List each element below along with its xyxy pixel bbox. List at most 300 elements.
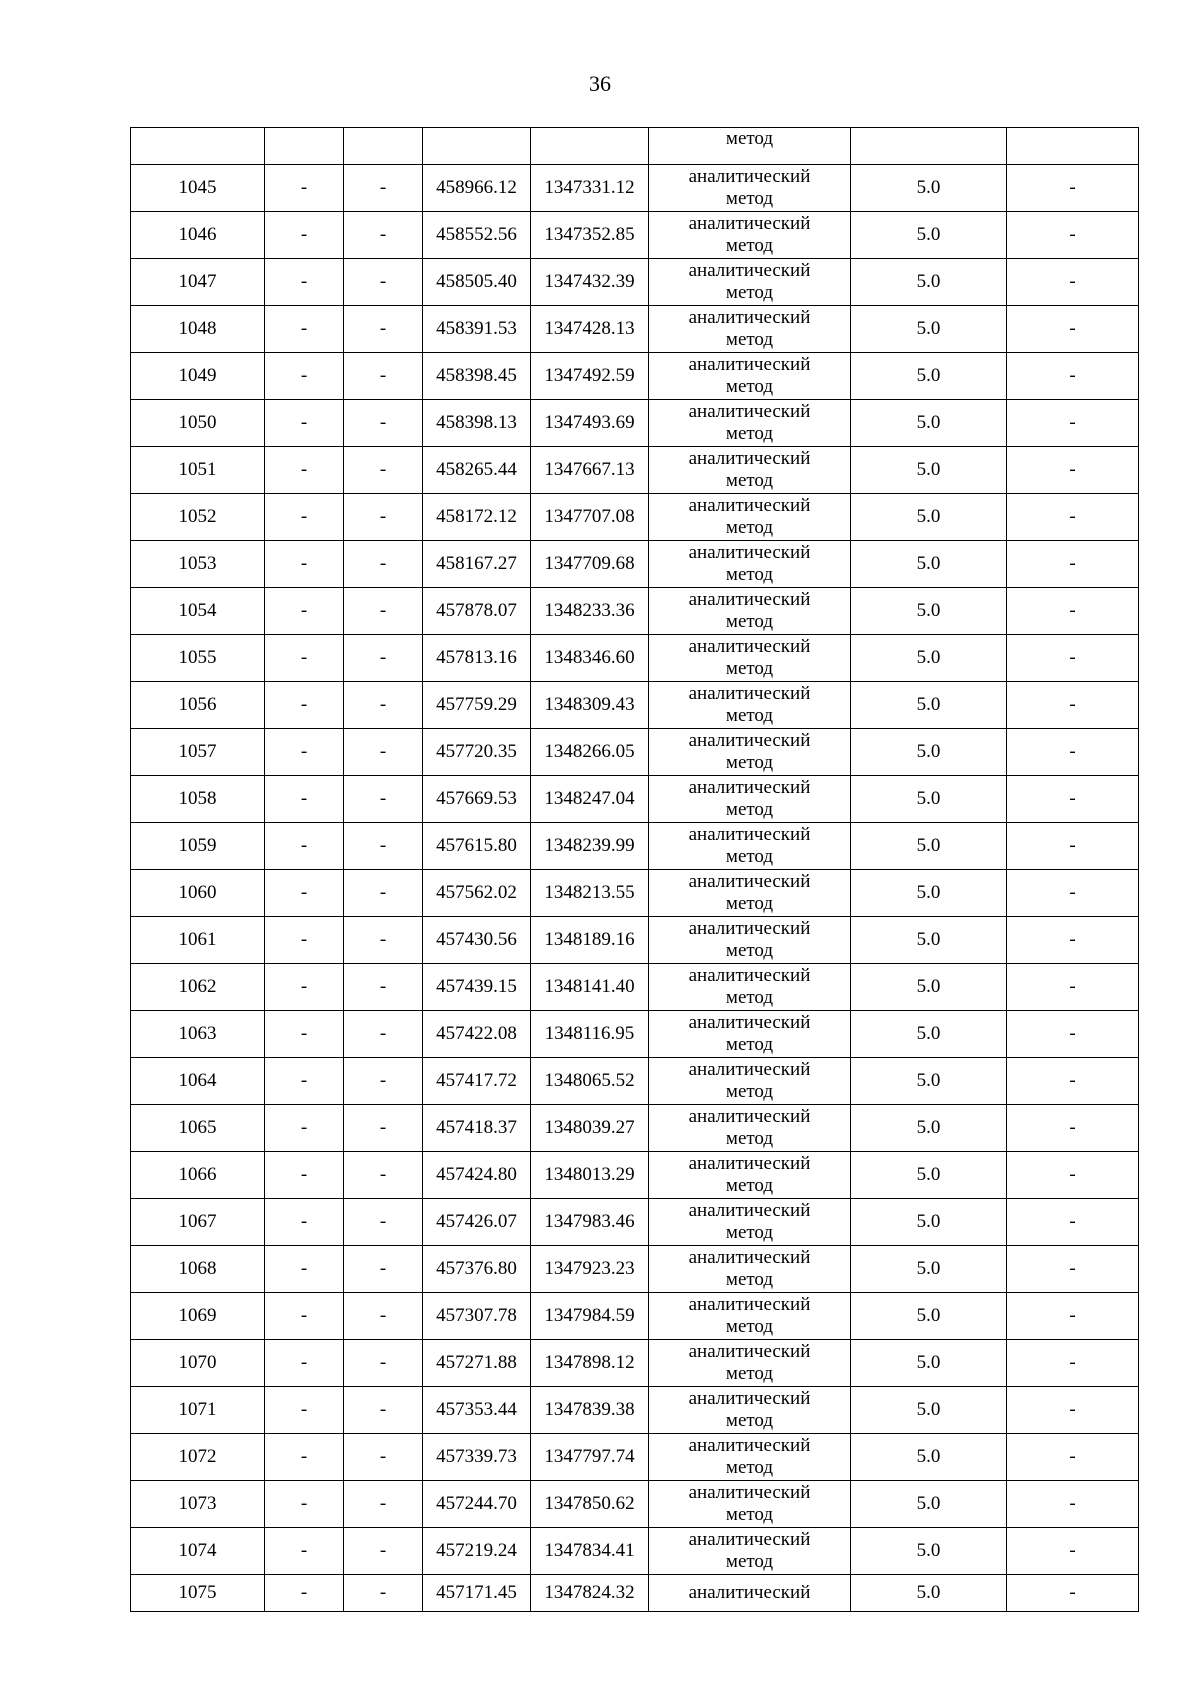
method-cell <box>649 353 851 400</box>
dash-cell: - <box>1007 1246 1139 1293</box>
method-line-2: метод <box>725 1128 774 1149</box>
dash-cell: - <box>1007 1528 1139 1575</box>
y-coordinate-cell: 1347850.62 <box>531 1481 649 1528</box>
dash-cell: - <box>344 1340 423 1387</box>
dash-cell: - <box>344 776 423 823</box>
table-row <box>131 964 1139 1011</box>
point-number-cell: 1064 <box>131 1058 265 1105</box>
y-coordinate-cell: 1348013.29 <box>531 1152 649 1199</box>
point-number-cell: 1060 <box>131 870 265 917</box>
method-line-2: метод <box>725 1551 774 1572</box>
error-cell: 5.0 <box>851 1340 1007 1387</box>
dash-cell: - <box>265 917 344 964</box>
point-number-cell: 1063 <box>131 1011 265 1058</box>
dash-cell: - <box>265 1293 344 1340</box>
table-row <box>131 306 1139 353</box>
table-row <box>131 1152 1139 1199</box>
method-cell <box>649 1105 851 1152</box>
dash-cell: - <box>344 917 423 964</box>
y-coordinate-cell: 1347984.59 <box>531 1293 649 1340</box>
y-coordinate-cell: 1347707.08 <box>531 494 649 541</box>
table-row <box>131 1481 1139 1528</box>
dash-cell: - <box>344 400 423 447</box>
table-row <box>131 494 1139 541</box>
table-row <box>131 588 1139 635</box>
method-cell: метод <box>649 128 851 165</box>
dash-cell: - <box>1007 259 1139 306</box>
method-line-1: аналитический <box>688 1435 811 1456</box>
dash-cell: - <box>344 259 423 306</box>
x-coordinate-cell: 457244.70 <box>423 1481 531 1528</box>
error-cell: 5.0 <box>851 1481 1007 1528</box>
point-number-cell: 1070 <box>131 1340 265 1387</box>
dash-cell: - <box>1007 212 1139 259</box>
method-line-1: аналитический <box>688 401 811 422</box>
dash-cell: - <box>344 1434 423 1481</box>
dash-cell: - <box>1007 494 1139 541</box>
table-row <box>131 212 1139 259</box>
method-cell <box>649 729 851 776</box>
error-cell: 5.0 <box>851 870 1007 917</box>
dash-cell: - <box>1007 1340 1139 1387</box>
table-row <box>131 1434 1139 1481</box>
error-cell: 5.0 <box>851 823 1007 870</box>
dash-cell: - <box>344 1058 423 1105</box>
method-cell <box>649 1434 851 1481</box>
dash-cell: - <box>1007 306 1139 353</box>
method-line-2: метод <box>725 799 774 820</box>
method-cell <box>649 588 851 635</box>
method-line-2: метод <box>725 752 774 773</box>
x-coordinate-cell: 457219.24 <box>423 1528 531 1575</box>
dash-cell: - <box>265 400 344 447</box>
dash-cell: - <box>344 1199 423 1246</box>
x-coordinate-cell: 457424.80 <box>423 1152 531 1199</box>
x-coordinate-cell: 458167.27 <box>423 541 531 588</box>
x-coordinate-cell: 457720.35 <box>423 729 531 776</box>
method-line-2: метод <box>725 235 774 256</box>
method-cell <box>649 1199 851 1246</box>
table-row <box>131 1575 1139 1612</box>
error-cell: 5.0 <box>851 1575 1007 1612</box>
dash-cell: - <box>1007 1387 1139 1434</box>
method-line-2: метод <box>725 846 774 867</box>
table-row <box>131 823 1139 870</box>
y-coordinate-cell: 1347428.13 <box>531 306 649 353</box>
method-line-2: метод <box>725 470 774 491</box>
x-coordinate-cell: 457430.56 <box>423 917 531 964</box>
dash-cell: - <box>1007 447 1139 494</box>
table-row <box>131 776 1139 823</box>
point-number-cell: 1057 <box>131 729 265 776</box>
y-coordinate-cell: 1348065.52 <box>531 1058 649 1105</box>
dash-cell: - <box>344 447 423 494</box>
method-line-2: метод <box>725 517 774 538</box>
x-coordinate-cell: 458398.13 <box>423 400 531 447</box>
table-row <box>131 1246 1139 1293</box>
method-line-1: аналитический <box>688 965 811 986</box>
x-coordinate-cell: 458398.45 <box>423 353 531 400</box>
dash-cell: - <box>344 1528 423 1575</box>
point-number-cell: 1055 <box>131 635 265 682</box>
y-coordinate-cell: 1347667.13 <box>531 447 649 494</box>
table-row <box>131 682 1139 729</box>
x-coordinate-cell: 458391.53 <box>423 306 531 353</box>
method-line-2: метод <box>725 1269 774 1290</box>
dash-cell: - <box>265 1387 344 1434</box>
method-line-2: метод <box>725 1222 774 1243</box>
method-line-2: метод <box>725 1504 774 1525</box>
table-cell <box>344 128 423 165</box>
error-cell: 5.0 <box>851 682 1007 729</box>
table-cell <box>131 128 265 165</box>
error-cell: 5.0 <box>851 588 1007 635</box>
dash-cell: - <box>344 165 423 212</box>
x-coordinate-cell: 457439.15 <box>423 964 531 1011</box>
point-number-cell: 1045 <box>131 165 265 212</box>
method-line-1: аналитический <box>688 636 811 657</box>
dash-cell: - <box>1007 1575 1139 1612</box>
method-cell <box>649 494 851 541</box>
dash-cell: - <box>265 447 344 494</box>
method-line-1: аналитический <box>688 1200 811 1221</box>
method-line-1: аналитический <box>688 1529 811 1550</box>
method-line-2: метод <box>725 1316 774 1337</box>
point-number-cell: 1073 <box>131 1481 265 1528</box>
dash-cell: - <box>265 165 344 212</box>
point-number-cell: 1046 <box>131 212 265 259</box>
method-cell <box>649 1387 851 1434</box>
error-cell: 5.0 <box>851 447 1007 494</box>
dash-cell: - <box>265 1246 344 1293</box>
table-row <box>131 870 1139 917</box>
dash-cell: - <box>1007 1105 1139 1152</box>
dash-cell: - <box>1007 588 1139 635</box>
y-coordinate-cell: 1347923.23 <box>531 1246 649 1293</box>
x-coordinate-cell: 458172.12 <box>423 494 531 541</box>
error-cell: 5.0 <box>851 306 1007 353</box>
point-number-cell: 1067 <box>131 1199 265 1246</box>
method-line-2: метод <box>725 423 774 444</box>
method-line-1: аналитический <box>688 495 811 516</box>
method-cell <box>649 400 851 447</box>
dash-cell: - <box>1007 1481 1139 1528</box>
x-coordinate-cell: 457422.08 <box>423 1011 531 1058</box>
dash-cell: - <box>1007 729 1139 776</box>
table-row <box>131 400 1139 447</box>
x-coordinate-cell: 457418.37 <box>423 1105 531 1152</box>
y-coordinate-cell: 1347432.39 <box>531 259 649 306</box>
point-number-cell: 1066 <box>131 1152 265 1199</box>
method-line-1: аналитический <box>688 448 811 469</box>
table-row <box>131 447 1139 494</box>
y-coordinate-cell: 1347331.12 <box>531 165 649 212</box>
y-coordinate-cell: 1347352.85 <box>531 212 649 259</box>
dash-cell: - <box>344 1246 423 1293</box>
method-line-1: аналитический <box>688 1294 811 1315</box>
dash-cell: - <box>1007 400 1139 447</box>
dash-cell: - <box>265 776 344 823</box>
y-coordinate-cell: 1347898.12 <box>531 1340 649 1387</box>
x-coordinate-cell: 457562.02 <box>423 870 531 917</box>
method-cell <box>649 1058 851 1105</box>
method-line-1: аналитический <box>688 730 811 751</box>
method-line-1: аналитический <box>688 1247 811 1268</box>
dash-cell: - <box>265 588 344 635</box>
method-line-2: метод <box>725 329 774 350</box>
method-line-1: аналитический <box>688 213 811 234</box>
method-cell <box>649 1528 851 1575</box>
method-line-1: аналитический <box>688 1153 811 1174</box>
point-number-cell: 1062 <box>131 964 265 1011</box>
error-cell: 5.0 <box>851 776 1007 823</box>
error-cell: 5.0 <box>851 165 1007 212</box>
dash-cell: - <box>265 1152 344 1199</box>
point-number-cell: 1065 <box>131 1105 265 1152</box>
method-cell <box>649 165 851 212</box>
error-cell: 5.0 <box>851 259 1007 306</box>
dash-cell: - <box>344 353 423 400</box>
y-coordinate-cell: 1347493.69 <box>531 400 649 447</box>
method-cell <box>649 1481 851 1528</box>
error-cell: 5.0 <box>851 917 1007 964</box>
dash-cell: - <box>1007 1058 1139 1105</box>
dash-cell: - <box>265 823 344 870</box>
dash-cell: - <box>1007 682 1139 729</box>
point-number-cell: 1053 <box>131 541 265 588</box>
method-line-1: аналитический <box>688 918 811 939</box>
method-cell <box>649 635 851 682</box>
dash-cell: - <box>265 1011 344 1058</box>
method-cell <box>649 1152 851 1199</box>
y-coordinate-cell: 1347824.32 <box>531 1575 649 1612</box>
method-line-2: метод <box>725 987 774 1008</box>
dash-cell: - <box>265 729 344 776</box>
page-number: 36 <box>589 71 611 96</box>
dash-cell: - <box>344 306 423 353</box>
method-line-1: аналитический <box>688 542 811 563</box>
y-coordinate-cell: 1347839.38 <box>531 1387 649 1434</box>
point-number-cell: 1074 <box>131 1528 265 1575</box>
method-line-1: аналитический <box>688 1482 811 1503</box>
method-line-1: аналитический <box>688 777 811 798</box>
dash-cell: - <box>1007 917 1139 964</box>
point-number-cell: 1069 <box>131 1293 265 1340</box>
x-coordinate-cell: 457426.07 <box>423 1199 531 1246</box>
x-coordinate-cell: 457759.29 <box>423 682 531 729</box>
y-coordinate-cell: 1348116.95 <box>531 1011 649 1058</box>
method-line-1: аналитический <box>688 260 811 281</box>
method-cell <box>649 1246 851 1293</box>
table-row <box>131 1293 1139 1340</box>
dash-cell: - <box>344 964 423 1011</box>
dash-cell: - <box>344 494 423 541</box>
point-number-cell: 1072 <box>131 1434 265 1481</box>
method-line-1: аналитический <box>688 1012 811 1033</box>
method-line-2: метод <box>725 564 774 585</box>
dash-cell: - <box>1007 964 1139 1011</box>
x-coordinate-cell: 457353.44 <box>423 1387 531 1434</box>
dash-cell: - <box>1007 353 1139 400</box>
error-cell: 5.0 <box>851 635 1007 682</box>
method-line-2: метод <box>725 1081 774 1102</box>
error-cell: 5.0 <box>851 1246 1007 1293</box>
point-number-cell: 1061 <box>131 917 265 964</box>
dash-cell: - <box>344 729 423 776</box>
y-coordinate-cell: 1347797.74 <box>531 1434 649 1481</box>
dash-cell: - <box>265 1481 344 1528</box>
dash-cell: - <box>265 682 344 729</box>
x-coordinate-cell: 457339.73 <box>423 1434 531 1481</box>
method-line-1: аналитический <box>688 824 811 845</box>
x-coordinate-cell: 457376.80 <box>423 1246 531 1293</box>
method-line-1: аналитический <box>688 1341 811 1362</box>
method-line-1: аналитический <box>688 1106 811 1127</box>
method-line-2: метод <box>725 1410 774 1431</box>
x-coordinate-cell: 458505.40 <box>423 259 531 306</box>
error-cell: 5.0 <box>851 1152 1007 1199</box>
dash-cell: - <box>344 1152 423 1199</box>
method-cell <box>649 964 851 1011</box>
dash-cell: - <box>1007 1152 1139 1199</box>
dash-cell: - <box>1007 1011 1139 1058</box>
dash-cell: - <box>344 1481 423 1528</box>
dash-cell: - <box>265 1575 344 1612</box>
y-coordinate-cell: 1348346.60 <box>531 635 649 682</box>
table-cell <box>265 128 344 165</box>
dash-cell: - <box>265 870 344 917</box>
error-cell: 5.0 <box>851 212 1007 259</box>
error-cell: 5.0 <box>851 1105 1007 1152</box>
method-line-2: метод <box>725 611 774 632</box>
method-line-2: метод <box>725 188 774 209</box>
method-cell <box>649 1011 851 1058</box>
coordinates-table <box>130 127 1139 1612</box>
method-cell <box>649 682 851 729</box>
method-line-2: метод <box>725 1457 774 1478</box>
method-cell <box>649 776 851 823</box>
x-coordinate-cell: 458265.44 <box>423 447 531 494</box>
table-row <box>131 1387 1139 1434</box>
dash-cell: - <box>344 588 423 635</box>
dash-cell: - <box>1007 1199 1139 1246</box>
y-coordinate-cell: 1348233.36 <box>531 588 649 635</box>
dash-cell: - <box>344 682 423 729</box>
error-cell: 5.0 <box>851 1011 1007 1058</box>
dash-cell: - <box>1007 541 1139 588</box>
table-cell <box>531 128 649 165</box>
error-cell: 5.0 <box>851 1434 1007 1481</box>
y-coordinate-cell: 1347834.41 <box>531 1528 649 1575</box>
dash-cell: - <box>265 306 344 353</box>
method-line-1: аналитический <box>688 683 811 704</box>
point-number-cell: 1051 <box>131 447 265 494</box>
error-cell: 5.0 <box>851 400 1007 447</box>
x-coordinate-cell: 457669.53 <box>423 776 531 823</box>
x-coordinate-cell: 457813.16 <box>423 635 531 682</box>
error-cell: 5.0 <box>851 1387 1007 1434</box>
dash-cell: - <box>344 212 423 259</box>
method-cell <box>649 1340 851 1387</box>
point-number-cell: 1052 <box>131 494 265 541</box>
dash-cell: - <box>1007 635 1139 682</box>
y-coordinate-cell: 1348266.05 <box>531 729 649 776</box>
error-cell: 5.0 <box>851 1293 1007 1340</box>
table-row <box>131 541 1139 588</box>
dash-cell: - <box>344 823 423 870</box>
point-number-cell: 1050 <box>131 400 265 447</box>
table-cell <box>851 128 1007 165</box>
method-cell <box>649 917 851 964</box>
error-cell: 5.0 <box>851 964 1007 1011</box>
error-cell: 5.0 <box>851 494 1007 541</box>
method-line-2: метод <box>725 1034 774 1055</box>
dash-cell: - <box>1007 165 1139 212</box>
method-cell <box>649 870 851 917</box>
y-coordinate-cell: 1347709.68 <box>531 541 649 588</box>
method-line-1: аналитический <box>688 354 811 375</box>
method-cell <box>649 447 851 494</box>
error-cell: 5.0 <box>851 729 1007 776</box>
point-number-cell: 1071 <box>131 1387 265 1434</box>
table-row <box>131 635 1139 682</box>
dash-cell: - <box>265 1199 344 1246</box>
table-cell <box>1007 128 1139 165</box>
error-cell: 5.0 <box>851 1058 1007 1105</box>
dash-cell: - <box>265 494 344 541</box>
point-number-cell: 1047 <box>131 259 265 306</box>
method-cell <box>649 212 851 259</box>
method-line-2: метод <box>725 705 774 726</box>
x-coordinate-cell: 458552.56 <box>423 212 531 259</box>
method-line-2: метод <box>725 893 774 914</box>
dash-cell: - <box>1007 870 1139 917</box>
y-coordinate-cell: 1348309.43 <box>531 682 649 729</box>
point-number-cell: 1075 <box>131 1575 265 1612</box>
x-coordinate-cell: 458966.12 <box>423 165 531 212</box>
point-number-cell: 1048 <box>131 306 265 353</box>
method-cell <box>649 1293 851 1340</box>
y-coordinate-cell: 1348039.27 <box>531 1105 649 1152</box>
dash-cell: - <box>265 635 344 682</box>
y-coordinate-cell: 1348239.99 <box>531 823 649 870</box>
point-number-cell: 1068 <box>131 1246 265 1293</box>
method-cell <box>649 823 851 870</box>
x-coordinate-cell: 457878.07 <box>423 588 531 635</box>
table-row <box>131 259 1139 306</box>
point-number-cell: 1059 <box>131 823 265 870</box>
method-line-2: метод <box>725 376 774 397</box>
error-cell: 5.0 <box>851 1528 1007 1575</box>
dash-cell: - <box>344 1011 423 1058</box>
table-row <box>131 1528 1139 1575</box>
x-coordinate-cell: 457417.72 <box>423 1058 531 1105</box>
x-coordinate-cell: 457271.88 <box>423 1340 531 1387</box>
method-line-1: аналитический <box>688 166 811 187</box>
y-coordinate-cell: 1348247.04 <box>531 776 649 823</box>
table-row <box>131 1105 1139 1152</box>
method-cell: аналитический <box>649 1575 851 1612</box>
dash-cell: - <box>344 635 423 682</box>
table-row <box>131 165 1139 212</box>
method-cell <box>649 259 851 306</box>
table-row <box>131 1058 1139 1105</box>
method-line-2: метод <box>725 282 774 303</box>
method-line-2: метод <box>725 1363 774 1384</box>
y-coordinate-cell: 1348213.55 <box>531 870 649 917</box>
y-coordinate-cell: 1347492.59 <box>531 353 649 400</box>
table-row <box>131 1340 1139 1387</box>
